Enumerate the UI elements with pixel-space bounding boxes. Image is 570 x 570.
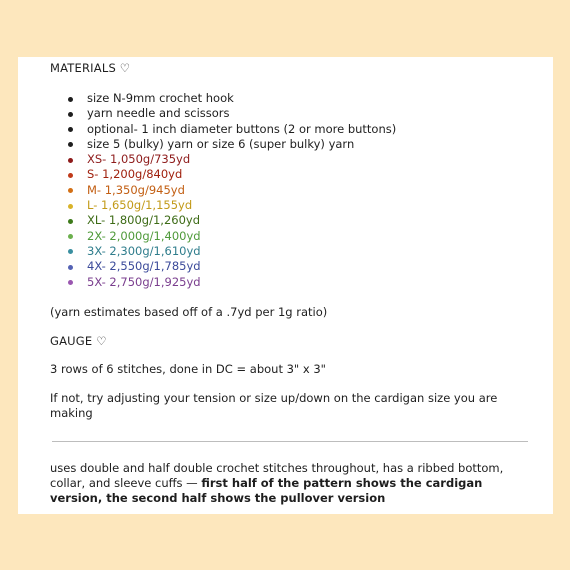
document-page bbox=[18, 57, 553, 514]
list-item bbox=[50, 122, 396, 137]
bullet-icon bbox=[68, 112, 73, 117]
bullet-icon bbox=[68, 127, 73, 132]
gauge-text: 3 rows of 6 stitches, done in DC = about 3" x 3" bbox=[50, 362, 326, 376]
list-item bbox=[50, 275, 396, 290]
tension-note: If not, try adjusting your tension or size up/down on the cardigan size you are making bbox=[50, 391, 498, 420]
item-text: 2X- 2,000g/1,400yd bbox=[87, 228, 201, 243]
yarn-estimate-note: (yarn estimates based off of a .7yd per 1g ratio) bbox=[50, 305, 328, 319]
item-text: 3X- 2,300g/1,610yd bbox=[87, 243, 201, 258]
item-text: optional- 1 inch diameter buttons (2 or more buttons) bbox=[87, 121, 397, 136]
list-item bbox=[50, 198, 396, 213]
list-item bbox=[50, 213, 396, 228]
bullet-icon bbox=[68, 158, 73, 163]
list-item bbox=[50, 183, 396, 198]
materials-list bbox=[50, 91, 396, 290]
summary-text: uses double and half double crochet stitches throughout, has a ribbed bottom, collar, and sleeve cuffs — bbox=[50, 461, 504, 490]
item-text: size N-9mm crochet hook bbox=[87, 91, 234, 105]
list-item bbox=[50, 152, 396, 167]
bullet-icon bbox=[68, 173, 73, 178]
list-item bbox=[50, 229, 396, 244]
item-text: S- 1,200g/840yd bbox=[87, 167, 183, 182]
bullet-icon bbox=[68, 280, 73, 285]
materials-heading: MATERIALS ♡ bbox=[50, 61, 131, 75]
bullet-icon bbox=[68, 188, 73, 193]
list-item bbox=[50, 137, 396, 152]
item-text: L- 1,650g/1,155yd bbox=[87, 198, 193, 213]
item-text: XS- 1,050g/735yd bbox=[87, 152, 191, 167]
bullet-icon bbox=[68, 234, 73, 239]
divider bbox=[52, 441, 528, 442]
item-text: XL- 1,800g/1,260yd bbox=[87, 213, 201, 228]
item-text: size 5 (bulky) yarn or size 6 (super bulky) yarn bbox=[87, 136, 355, 151]
bullet-icon bbox=[68, 219, 73, 224]
gauge-heading: GAUGE ♡ bbox=[50, 334, 107, 348]
item-text: 5X- 2,750g/1,925yd bbox=[87, 274, 201, 289]
bullet-icon bbox=[68, 204, 73, 209]
list-item bbox=[50, 259, 396, 274]
pattern-summary bbox=[50, 461, 530, 506]
list-item bbox=[50, 91, 396, 106]
bullet-icon bbox=[68, 142, 73, 147]
summary-bold-text: first half of the pattern shows the cardigan version, the second half shows the pullover version bbox=[50, 476, 483, 505]
list-item bbox=[50, 244, 396, 259]
list-item bbox=[50, 167, 396, 182]
bullet-icon bbox=[68, 265, 73, 270]
list-item bbox=[50, 106, 396, 121]
item-text: yarn needle and scissors bbox=[87, 106, 230, 121]
bullet-icon bbox=[68, 249, 73, 254]
bullet-icon bbox=[68, 97, 73, 102]
item-text: 4X- 2,550g/1,785yd bbox=[87, 259, 201, 274]
item-text: M- 1,350g/945yd bbox=[87, 182, 185, 197]
